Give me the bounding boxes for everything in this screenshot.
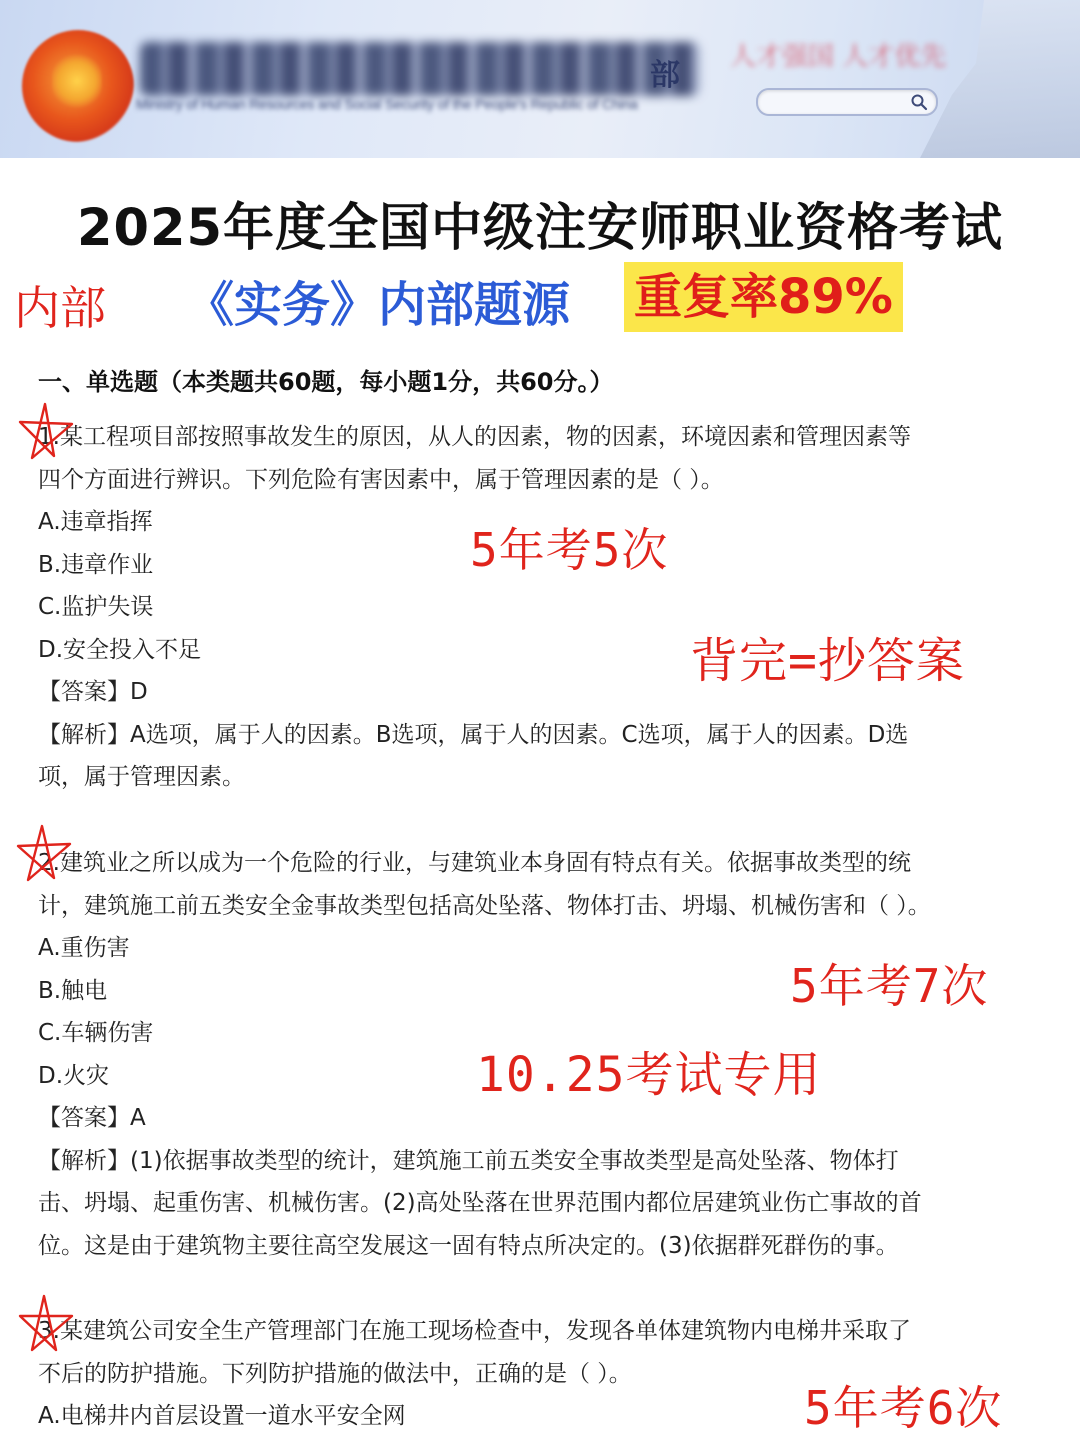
option-c: C.监护失误: [38, 594, 154, 620]
ministry-banner: [0, 0, 1080, 158]
question-1: [38, 416, 1038, 799]
ministry-name-blurred: [140, 42, 700, 96]
star-mark-icon: [14, 400, 76, 462]
subtitle: 《实务》内部题源: [186, 277, 571, 333]
analysis-line: 【解析】A选项，属于人的因素。B选项，属于人的因素。C选项，属于人的因素。D选: [38, 721, 909, 748]
section-heading: 一、单选题（本类题共60题，每小题1分，共60分。）: [38, 368, 614, 396]
option-a: A.违章指挥: [38, 509, 153, 535]
internal-tag: 内部: [14, 281, 106, 335]
great-wall-graphic: [920, 0, 1080, 158]
search-input[interactable]: [756, 88, 938, 116]
question-stem-line: 计，建筑施工前五类安全金事故类型包括高处坠落、物体打击、坍塌、机械伤害和（ ）。: [38, 892, 931, 919]
note-q1-frequency: 5年考5次: [470, 523, 669, 577]
option-c: C.车辆伤害: [38, 1020, 154, 1046]
ministry-english-name: Ministry of Human Resources and Social Security of the People's Republic of China: [136, 96, 638, 112]
option-d: D.火灾: [38, 1062, 110, 1089]
ministry-name-visible-char: 部: [650, 58, 680, 93]
question-stem-line: 不后的防护措施。下列防护措施的做法中，正确的是（ ）。: [38, 1360, 632, 1387]
question-stem-line: 1.某工程项目部按照事故发生的原因，从人的因素，物的因素，环境因素和管理因素等: [38, 424, 911, 450]
option-b: B.触电: [38, 977, 108, 1004]
analysis-line: 位。这是由于建筑物主要往高空发展这一固有特点所决定的。(3)依据群死群伤的事。: [38, 1232, 899, 1259]
star-mark-icon: [14, 1292, 76, 1354]
note-exam-date: 10.25考试专用: [476, 1047, 822, 1103]
option-d: D.安全投入不足: [38, 636, 202, 663]
question-stem-line: 四个方面进行辨识。下列危险有害因素中，属于管理因素的是（ ）。: [38, 466, 724, 493]
page-title: 2025年度全国中级注安师职业资格考试: [77, 199, 1003, 258]
answer: 【答案】A: [38, 1105, 146, 1131]
note-q2-frequency: 5年考7次: [790, 959, 989, 1013]
option-a: A.重伤害: [38, 935, 130, 961]
star-mark-icon: [12, 822, 74, 884]
repeat-rate-badge: 重复率89%: [624, 262, 903, 332]
note-memorize: 背完=抄答案: [690, 633, 965, 689]
analysis-line: 【解析】(1)依据事故类型的统计，建筑施工前五类安全事故类型是高处坠落、物体打: [38, 1147, 899, 1174]
option-a: A.电梯井内首层设置一道水平安全网: [38, 1403, 406, 1429]
analysis-line: 击、坍塌、起重伤害、机械伤害。(2)高处坠落在世界范围内都位居建筑业伤亡事故的首: [38, 1190, 922, 1216]
option-b: B.违章作业: [38, 551, 154, 578]
answer: 【答案】D: [38, 679, 148, 705]
question-stem-line: 3.某建筑公司安全生产管理部门在施工现场检查中，发现各单体建筑物内电梯井采取了: [38, 1318, 911, 1344]
banner-slogan: 人才强国 人才优先: [730, 42, 947, 72]
analysis-line: 项，属于管理因素。: [38, 764, 245, 790]
national-emblem-icon: [22, 30, 134, 142]
note-q3-frequency: 5年考6次: [804, 1381, 1003, 1435]
search-icon[interactable]: [910, 93, 928, 111]
question-stem-line: 2.建筑业之所以成为一个危险的行业，与建筑业本身固有特点有关。依据事故类型的统: [38, 850, 911, 876]
